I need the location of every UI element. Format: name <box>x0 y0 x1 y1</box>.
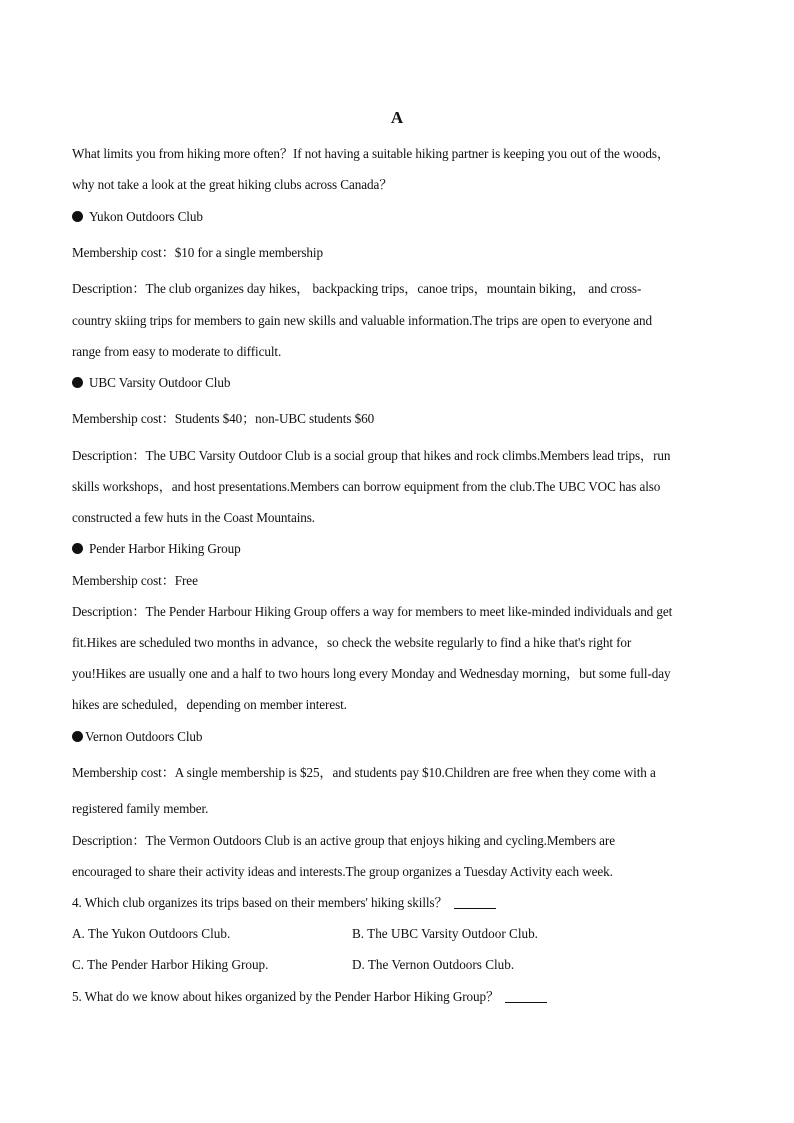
membership-cost: Membership cost：A single membership is $25，and students pay $10.Children are free when they come with a <box>72 765 656 780</box>
club-name: Vernon Outdoors Club <box>85 729 203 744</box>
club-heading <box>72 540 732 558</box>
club-name: UBC Varsity Outdoor Club <box>89 375 231 390</box>
intro-line: why not take a look at the great hiking clubs across Canada？ <box>72 177 393 192</box>
section-title: A <box>390 108 404 127</box>
option-c[interactable]: C. The Pender Harbor Hiking Group. <box>72 957 269 972</box>
description-line: encouraged to share their activity ideas and interests.The group organizes a Tuesday Activity each week. <box>72 864 613 879</box>
membership-cost: Membership cost：Students $40；non-UBC students $60 <box>72 411 375 426</box>
question-stem: 5. What do we know about hikes organized by the Pender Harbor Hiking Group？ <box>72 989 500 1004</box>
club-heading <box>72 374 732 392</box>
description-line: Description：The Vermon Outdoors Club is an active group that enjoys hiking and cycling.Members are <box>72 833 615 848</box>
description-line: hikes are scheduled，depending on member interest. <box>72 697 347 712</box>
question-stem: 4. Which club organizes its trips based on their members' hiking skills？ <box>72 895 448 910</box>
option-b[interactable]: B. The UBC Varsity Outdoor Club. <box>352 926 538 941</box>
description-line: skills workshops，and host presentations.Members can borrow equipment from the club.The UBC VOC has also <box>72 479 661 494</box>
bullet-icon <box>72 543 83 554</box>
intro-line: What limits you from hiking more often？If not having a suitable hiking partner is keeping you out of the woods， <box>72 146 670 161</box>
description-line: Description：The club organizes day hikes， backpacking trips，canoe trips，mountain biking， and cross- <box>72 281 642 296</box>
membership-cost: registered family member. <box>72 801 209 816</box>
question-4 <box>72 894 732 912</box>
bullet-icon <box>72 211 83 222</box>
description-line: Description：The UBC Varsity Outdoor Club is a social group that hikes and rock climbs.Members lead trips，run <box>72 448 671 463</box>
club-name: Yukon Outdoors Club <box>89 209 203 224</box>
description-line: constructed a few huts in the Coast Mountains. <box>72 510 315 525</box>
description-line: fit.Hikes are scheduled two months in advance，so check the website regularly to find a hike that's right for <box>72 635 632 650</box>
description-line: Description：The Pender Harbour Hiking Group offers a way for members to meet like-minded individuals and get <box>72 604 673 619</box>
membership-cost: Membership cost：$10 for a single membership <box>72 245 323 260</box>
membership-cost: Membership cost：Free <box>72 573 198 588</box>
description-line: you!Hikes are usually one and a half to two hours long every Monday and Wednesday morning，but some full-day <box>72 666 671 681</box>
club-heading <box>72 728 732 746</box>
bullet-icon <box>72 731 83 742</box>
question-5 <box>72 988 732 1006</box>
description-line: country skiing trips for members to gain new skills and valuable information.The trips are open to everyone and <box>72 313 652 328</box>
club-name: Pender Harbor Hiking Group <box>89 541 241 556</box>
option-a[interactable]: A. The Yukon Outdoors Club. <box>72 926 231 941</box>
description-line: range from easy to moderate to difficult. <box>72 344 282 359</box>
answer-blank[interactable] <box>505 990 547 1003</box>
club-heading <box>72 208 732 226</box>
bullet-icon <box>72 377 83 388</box>
answer-blank[interactable] <box>454 896 496 909</box>
option-d[interactable]: D. The Vernon Outdoors Club. <box>352 957 515 972</box>
